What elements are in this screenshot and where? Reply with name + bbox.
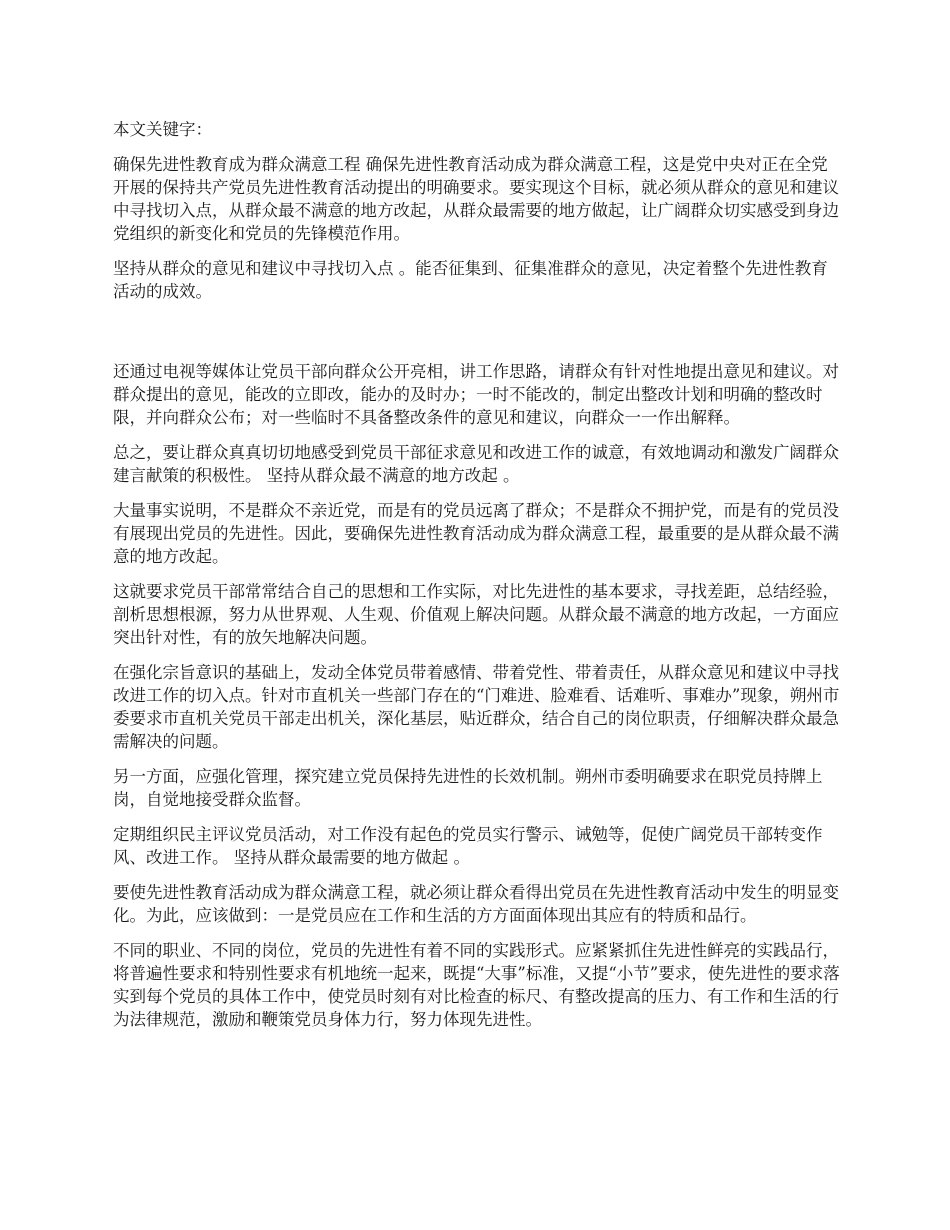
keywords-label: 本文关键字： — [113, 120, 212, 139]
document-page — [113, 118, 840, 1043]
paragraph: 大量事实说明，不是群众不亲近党，而是有的党员远离了群众；不是群众不拥护党，而是有的党员没有展现出党员的先进性。因此，要确保先进性教育活动成为群众满意工程，最重要的是从群众最不满意的地方改起。 — [113, 501, 839, 566]
paragraph: 坚持从群众的意见和建议中寻找切入点 。能否征集到、征集准群众的意见，决定着整个先进性教育活动的成效。 — [113, 259, 828, 301]
paragraph: 总之，要让群众真真切切地感受到党员干部征求意见和改进工作的诚意，有效地调动和激发广阔群众建言献策的积极性。 坚持从群众最不满意的地方改起 。 — [113, 443, 839, 485]
paragraph: 还通过电视等媒体让党员干部向群众公开亮相，讲工作思路，请群众有针对性地提出意见和建议。对群众提出的意见，能改的立即改，能办的及时办；一时不能改的，制定出整改计划和明确的整改时限，并向群众公布；对一些临时不具备整改条件的意见和建议，向群众一一作出解释。 — [113, 362, 839, 427]
paragraph: 要使先进性教育活动成为群众满意工程，就必须让群众看得出党员在先进性教育活动中发生的明显变化。为此，应该做到：一是党员应在工作和生活的方方面面体现出其应有的特质和品行。 — [113, 883, 839, 925]
paragraph: 不同的职业、不同的岗位，党员的先进性有着不同的实践形式。应紧紧抓住先进性鲜亮的实践品行，将普遍性要求和特别性要求有机地统一起来，既提“大事”标准，又提“小节”要求，使先进性的要求落实到每个党员的具体工作中，使党员时刻有对比检查的标尺、有整改提高的压力、有工作和生活的行为法律规范，激励和鞭策党员身体力行，努力体现先进性。 — [113, 941, 840, 1029]
paragraph: 在强化宗旨意识的基础上，发动全体党员带着感情、带着党性、带着责任，从群众意见和建议中寻找改进工作的切入点。针对市直机关一些部门存在的“门难进、脸难看、话难听、事难办”现象，朔州市委要求市直机关党员干部走出机关，深化基层，贴近群众，结合自己的岗位职责，仔细解决群众最急需解决的问题。 — [113, 663, 840, 751]
paragraph: 定期组织民主评议党员活动，对工作没有起色的党员实行警示、诫勉等，促使广阔党员干部转变作风、改进工作。 坚持从群众最需要的地方做起 。 — [113, 825, 823, 867]
paragraph: 确保先进性教育成为群众满意工程 确保先进性教育活动成为群众满意工程，这是党中央对正在全党开展的保持共产党员先进性教育活动提出的明确要求。要实现这个目标，就必须从群众的意见和建议中寻找切入点，从群众最不满意的地方改起，从群众最需要的地方做起，让广阔群众切实感受到身边党组织的新变化和党员的先锋模范作用。 — [113, 155, 839, 243]
paragraph: 这就要求党员干部常常结合自己的思想和工作实际，对比先进性的基本要求，寻找差距，总结经验，剖析思想根源，努力从世界观、人生观、价值观上解决问题。从群众最不满意的地方改起，一方面应突出针对性，有的放矢地解决问题。 — [113, 582, 839, 647]
paragraph: 另一方面，应强化管理，探究建立党员保持先进性的长效机制。朔州市委明确要求在职党员持牌上岗，自觉地接受群众监督。 — [113, 767, 823, 809]
